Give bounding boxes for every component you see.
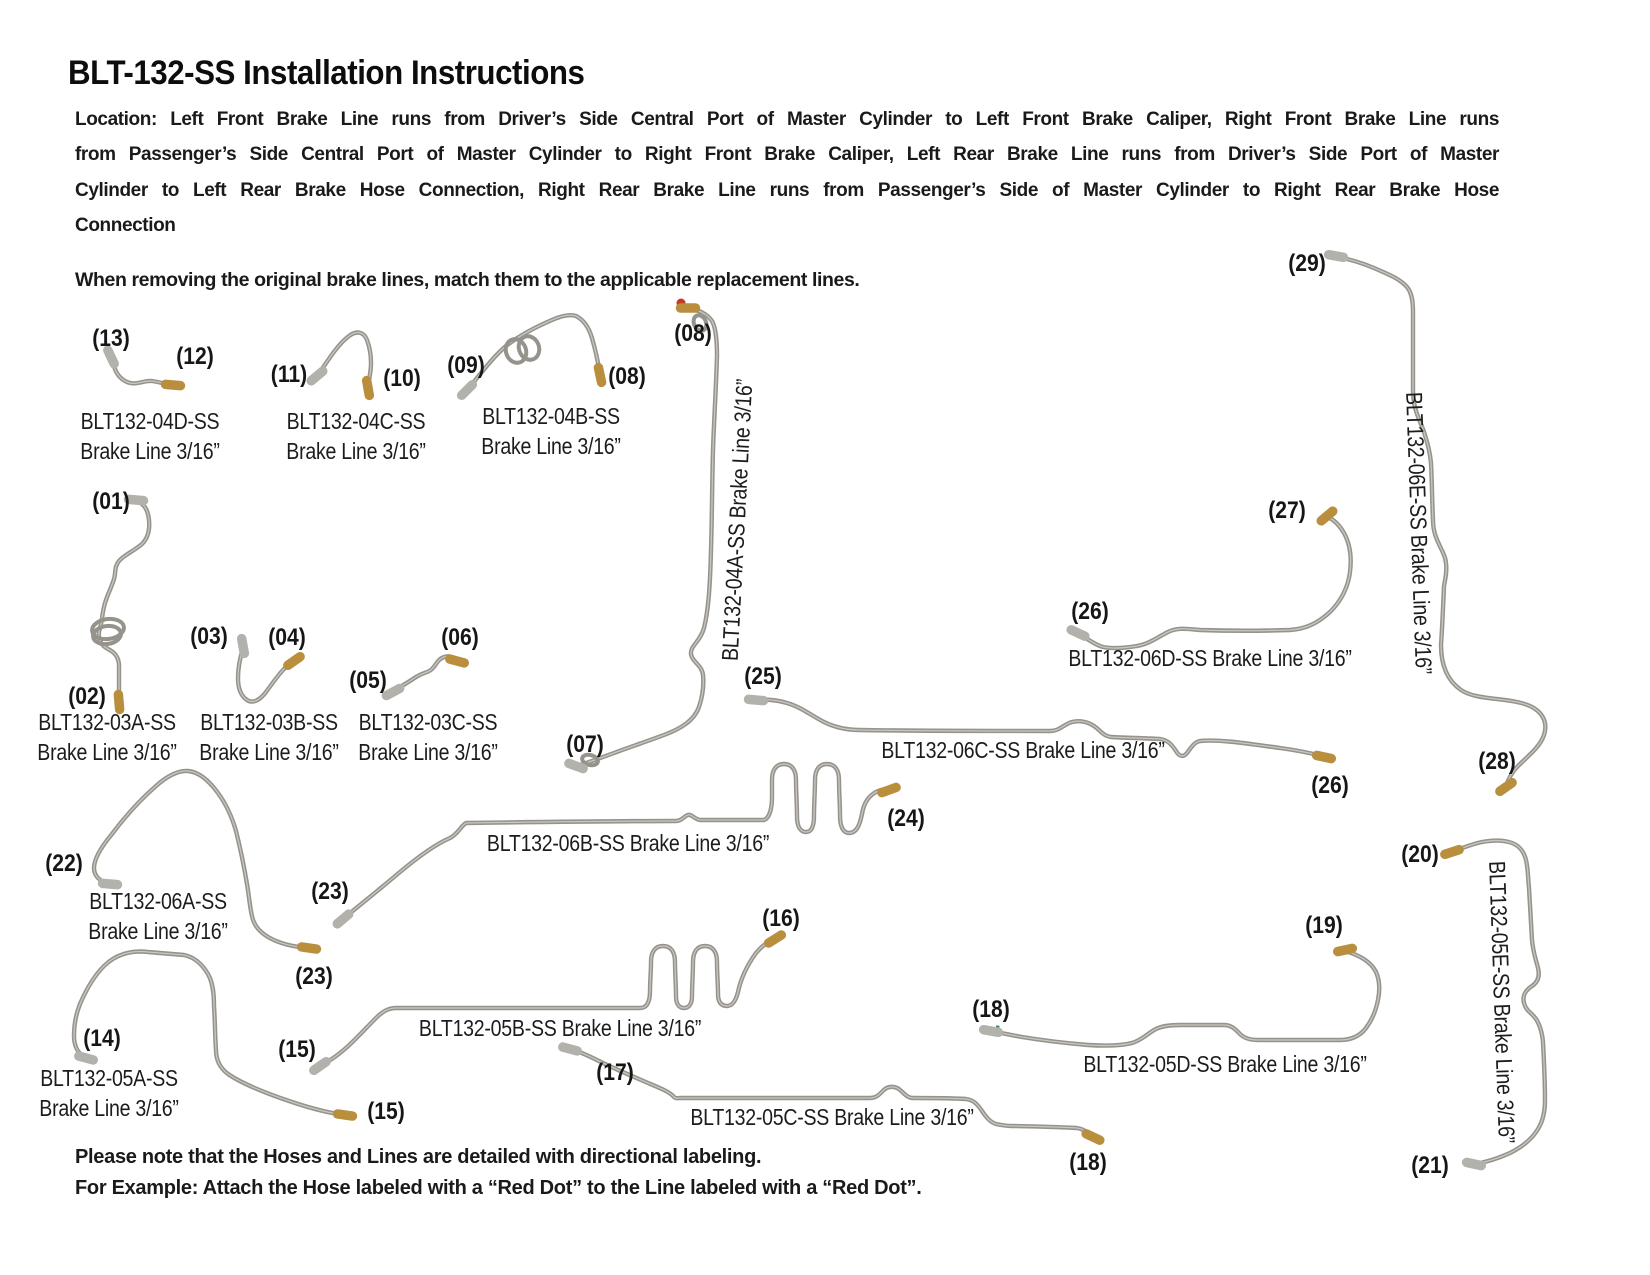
part-label-05A — [39, 1063, 178, 1123]
callout-20: (20) — [1401, 841, 1439, 868]
part-label-line: BLT132-04B-SS — [482, 403, 620, 429]
part-label-line: BLT132-05A-SS — [40, 1065, 178, 1091]
part-label-line: Brake Line 3/16” — [286, 438, 426, 464]
callout-09: (09) — [447, 352, 485, 379]
note-line: For Example: Attach the Hose labeled with a “Red Dot” to the Line labeled with a “Red Dot”. — [75, 1177, 922, 1199]
part-label-06B — [487, 828, 769, 858]
location-line: Location: Left Front Brake Line runs from Driver’s Side Central Port of Master Cylinder to Left Front Brake Caliper, Right Front Brake Line runs — [75, 109, 1499, 130]
part-label-03A — [37, 707, 176, 767]
directional-labeling-note — [75, 1142, 922, 1204]
note-line: Please note that the Hoses and Lines are detailed with directional labeling. — [75, 1146, 762, 1168]
part-label-line: Brake Line 3/16” — [80, 438, 220, 464]
part-label-05B — [419, 1013, 701, 1043]
location-line: Cylinder to Left Rear Brake Hose Connection, Right Rear Brake Line runs from Passenger’s Side of Master Cylinder to Right Rear Brake Hose — [75, 179, 1499, 201]
part-label-05C — [690, 1102, 973, 1132]
callout-13: (13) — [92, 325, 130, 352]
callout-14: (14) — [83, 1025, 121, 1052]
part-label-06C — [881, 735, 1164, 765]
callout-01: (01) — [92, 488, 130, 515]
callout-28: (28) — [1478, 748, 1516, 775]
part-label-line: Brake Line 3/16” — [199, 739, 339, 765]
callout-24: (24) — [887, 805, 925, 832]
part-label-line: Brake Line 3/16” — [481, 433, 621, 459]
when-removing-note: When removing the original brake lines, match them to the applicable replacement lines. — [75, 269, 860, 291]
location-line: Connection — [75, 215, 176, 237]
part-label-05E — [1482, 860, 1522, 1143]
part-label-03B — [199, 707, 338, 767]
callout-06: (06) — [441, 624, 479, 651]
part-label-line: Brake Line 3/16” — [37, 739, 177, 765]
callout-08: (08) — [608, 363, 646, 390]
part-label-line: BLT132-04D-SS — [80, 408, 220, 434]
part-label-line: BLT132-04C-SS — [286, 408, 426, 434]
callout-15: (15) — [278, 1036, 316, 1063]
part-label-line: Brake Line 3/16” — [88, 918, 228, 944]
location-line: from Passenger’s Side Central Port of Master Cylinder to Right Front Brake Caliper, Left Rear Brake Line runs from Driver’s Side Port of Master — [75, 144, 1499, 166]
part-label-line: BLT132-03C-SS — [358, 709, 498, 735]
callout-18: (18) — [972, 996, 1010, 1023]
part-label-line: BLT132-06A-SS — [89, 888, 227, 914]
part-label-04A — [715, 378, 760, 661]
part-label-line: BLT132-05C-SS Brake Line 3/16” — [690, 1104, 974, 1130]
callout-22: (22) — [45, 850, 83, 877]
callout-15: (15) — [367, 1098, 405, 1125]
part-label-line: BLT132-06E-SS Brake Line 3/16” — [1401, 391, 1437, 675]
part-label-05D — [1083, 1049, 1366, 1079]
callout-08: (08) — [674, 320, 712, 347]
part-label-03C — [358, 707, 497, 767]
callout-29: (29) — [1288, 250, 1326, 277]
callout-05: (05) — [349, 667, 387, 694]
callout-10: (10) — [383, 365, 421, 392]
part-label-line: Brake Line 3/16” — [358, 739, 498, 765]
part-label-line: BLT132-06D-SS Brake Line 3/16” — [1068, 645, 1352, 671]
part-label-06A — [88, 886, 227, 946]
part-label-line: Brake Line 3/16” — [39, 1095, 179, 1121]
callout-03: (03) — [190, 623, 228, 650]
part-label-line: BLT132-03B-SS — [200, 709, 338, 735]
callout-16: (16) — [762, 905, 800, 932]
callout-11: (11) — [270, 361, 308, 388]
page-title: BLT-132-SS Installation Instructions — [68, 54, 585, 92]
callout-23: (23) — [295, 963, 333, 990]
part-label-line: BLT132-05B-SS Brake Line 3/16” — [418, 1015, 702, 1041]
part-label-04B — [481, 401, 620, 461]
callout-26: (26) — [1071, 598, 1109, 625]
callout-26: (26) — [1311, 772, 1349, 799]
part-label-line: BLT132-06C-SS Brake Line 3/16” — [881, 737, 1165, 763]
part-label-line: BLT132-04A-SS Brake Line 3/16” — [716, 378, 758, 662]
callout-18: (18) — [1069, 1149, 1107, 1176]
part-label-line: BLT132-03A-SS — [38, 709, 176, 735]
part-label-06D — [1068, 643, 1351, 673]
callout-02: (02) — [68, 683, 106, 710]
callout-04: (04) — [268, 624, 306, 651]
part-label-06E — [1399, 391, 1439, 674]
callout-23: (23) — [311, 878, 349, 905]
callout-07: (07) — [566, 731, 604, 758]
callout-27: (27) — [1268, 497, 1306, 524]
callout-21: (21) — [1411, 1152, 1449, 1179]
part-label-line: BLT132-06B-SS Brake Line 3/16” — [486, 830, 770, 856]
callout-12: (12) — [176, 343, 214, 370]
callout-17: (17) — [596, 1059, 634, 1086]
part-label-line: BLT132-05D-SS Brake Line 3/16” — [1083, 1051, 1367, 1077]
callout-19: (19) — [1305, 912, 1343, 939]
part-label-line: BLT132-05E-SS Brake Line 3/16” — [1484, 860, 1520, 1144]
callout-25: (25) — [744, 663, 782, 690]
part-label-04C — [286, 406, 425, 466]
part-label-04D — [80, 406, 219, 466]
